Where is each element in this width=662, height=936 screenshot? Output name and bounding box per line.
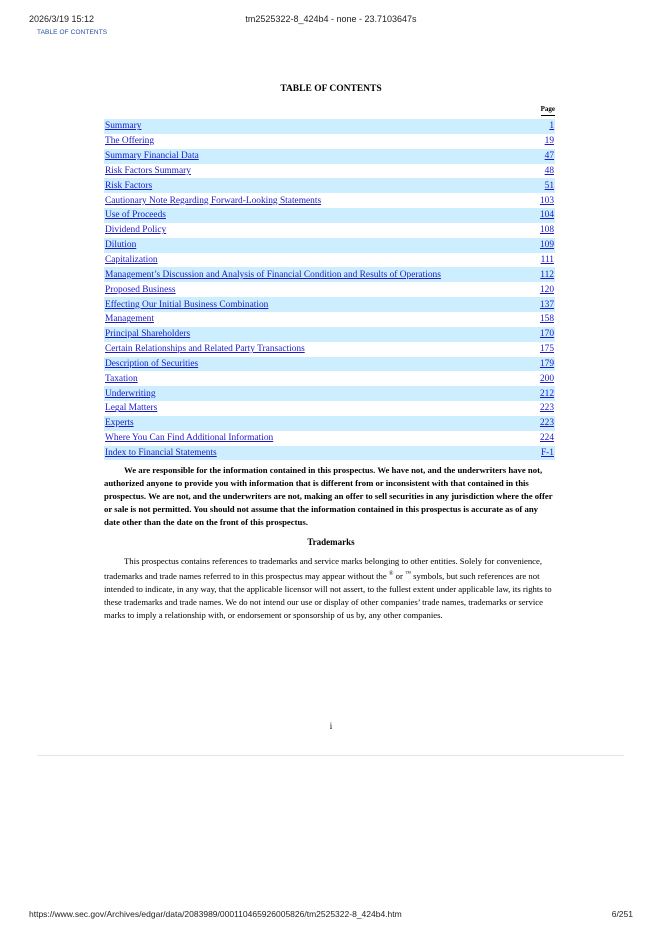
trademarks-text-1: This prospectus contains references to trademarks and service marks belonging to other entities. Solely for convenience, trademarks and trade names referred to in this prospectus may appear without the (104, 556, 543, 581)
trademarks-or: or (393, 570, 406, 581)
toc-page-link[interactable]: 1 (549, 121, 554, 132)
toc-entry-link[interactable]: Proposed Business (105, 284, 176, 295)
toc-row (104, 282, 555, 297)
registered-symbol: ® (388, 571, 394, 578)
toc-row (104, 327, 555, 342)
toc-entry-link[interactable]: The Offering (105, 136, 155, 147)
print-footer-url: https://www.sec.gov/Archives/edgar/data/2083989/000110465926005826/tm2525322-8_424b4.htm (29, 909, 402, 919)
toc-table (104, 103, 555, 460)
toc-row (104, 297, 555, 312)
trademarks-heading: Trademarks (307, 537, 355, 547)
toc-row (104, 416, 555, 431)
print-datetime: 2026/3/19 15:12 (29, 14, 95, 24)
toc-entry-link[interactable]: Summary Financial Data (105, 151, 199, 162)
toc-entry-link[interactable]: Experts (105, 418, 134, 429)
toc-entry-link[interactable]: Description of Securities (105, 358, 199, 369)
toc-page-link[interactable]: 120 (539, 284, 554, 295)
toc-entry-link[interactable]: Taxation (105, 373, 138, 384)
toc-entry-link[interactable]: Underwriting (105, 388, 156, 399)
page-column-label: Page (541, 105, 555, 116)
trademarks-paragraph (104, 555, 555, 622)
page-divider (37, 755, 624, 756)
toc-entry-link[interactable]: Certain Relationships and Related Party Transactions (105, 344, 305, 355)
toc-page-link[interactable]: 224 (539, 433, 554, 444)
toc-row (104, 119, 555, 134)
toc-page-link[interactable]: 104 (539, 210, 554, 221)
toc-row (104, 164, 555, 179)
toc-page-link[interactable]: 19 (544, 136, 554, 147)
toc-entry-link[interactable]: Dividend Policy (105, 225, 167, 236)
page-number: i (329, 721, 333, 731)
toc-row (104, 446, 555, 461)
toc-row (104, 386, 555, 401)
toc-entry-link[interactable]: Risk Factors (105, 180, 153, 191)
toc-row (104, 193, 555, 208)
toc-page-link[interactable]: 137 (539, 299, 554, 310)
toc-row (104, 253, 555, 268)
disclaimer-paragraph (104, 464, 555, 529)
toc-row (104, 178, 555, 193)
toc-page-link[interactable]: 108 (539, 225, 554, 236)
toc-entry-link[interactable]: Capitalization (105, 255, 158, 266)
toc-page-link[interactable]: 111 (540, 255, 554, 266)
toc-entry-link[interactable]: Management’s Discussion and Analysis of Financial Condition and Results of Operations (105, 269, 441, 280)
toc-row (104, 223, 555, 238)
toc-entry-link[interactable]: Management (105, 314, 154, 325)
trademark-symbol: ™ (405, 571, 411, 578)
toc-page-link[interactable]: 109 (539, 240, 554, 251)
toc-row (104, 312, 555, 327)
toc-page-link[interactable]: 48 (544, 165, 554, 176)
toc-row (104, 267, 555, 282)
toc-page-link[interactable]: 223 (539, 403, 554, 414)
print-title: tm2525322-8_424b4 - none - 23.7103647s (245, 14, 417, 24)
print-footer-page-count: 6/251 (611, 909, 633, 919)
toc-page-link[interactable]: 179 (539, 358, 554, 369)
toc-page-link[interactable]: 112 (540, 269, 554, 280)
toc-entry-link[interactable]: Use of Proceeds (105, 210, 166, 221)
toc-row (104, 371, 555, 386)
toc-header (104, 103, 555, 119)
trademarks-text-2: symbols, but such references are not intended to indicate, in any way, that the applicable licensor will not assert, to the fullest extent under applicable law, its rights to these trademarks and trade names. We do not intend our use or display of other companies’ trade names, trademarks or service marks to imply a relationship with, or endorsement or sponsorship of us by, any other companies. (104, 570, 552, 621)
toc-entry-link[interactable]: Legal Matters (105, 403, 158, 414)
toc-entry-link[interactable]: Principal Shareholders (105, 329, 191, 340)
toc-entry-link[interactable]: Dilution (105, 240, 137, 251)
toc-row (104, 149, 555, 164)
toc-page-link[interactable]: 175 (539, 344, 554, 355)
browser-print-header (0, 0, 662, 40)
toc-page-link[interactable]: 103 (539, 195, 554, 206)
toc-entry-link[interactable]: Index to Financial Statements (105, 447, 217, 458)
toc-row (104, 342, 555, 357)
toc-page-link[interactable]: 51 (544, 180, 554, 191)
toc-row (104, 238, 555, 253)
toc-page-link[interactable]: 47 (544, 151, 554, 162)
toc-entry-link[interactable]: Cautionary Note Regarding Forward-Looking Statements (105, 195, 322, 206)
table-of-contents-link[interactable]: TABLE OF CONTENTS (37, 29, 108, 36)
toc-page-link[interactable]: F-1 (540, 447, 554, 458)
toc-row (104, 134, 555, 149)
toc-row (104, 401, 555, 416)
toc-page-link[interactable]: 158 (539, 314, 554, 325)
toc-row (104, 357, 555, 372)
toc-entry-link[interactable]: Effecting Our Initial Business Combination (105, 299, 269, 310)
toc-entry-link[interactable]: Where You Can Find Additional Information (105, 433, 274, 444)
toc-page-link[interactable]: 212 (539, 388, 554, 399)
toc-page-link[interactable]: 223 (539, 418, 554, 429)
toc-page-link[interactable]: 170 (539, 329, 554, 340)
page-title: TABLE OF CONTENTS (280, 84, 382, 94)
toc-entry-link[interactable]: Summary (105, 121, 142, 132)
toc-page-link[interactable]: 200 (539, 373, 554, 384)
toc-entry-link[interactable]: Risk Factors Summary (105, 165, 191, 176)
toc-row (104, 208, 555, 223)
toc-row (104, 431, 555, 446)
disclaimer-text: We are responsible for the information contained in this prospectus. We have not, and the underwriters have not, authorized anyone to provide you with information that is different from or inconsistent with that contained in this prospectus. We are not, and the underwriters are not, making an offer to sell securities in any jurisdiction where the offer or sale is not permitted. You should not assume that the information contained in this prospectus is accurate as of any date other than the date on the front of this prospectus. (104, 465, 553, 528)
